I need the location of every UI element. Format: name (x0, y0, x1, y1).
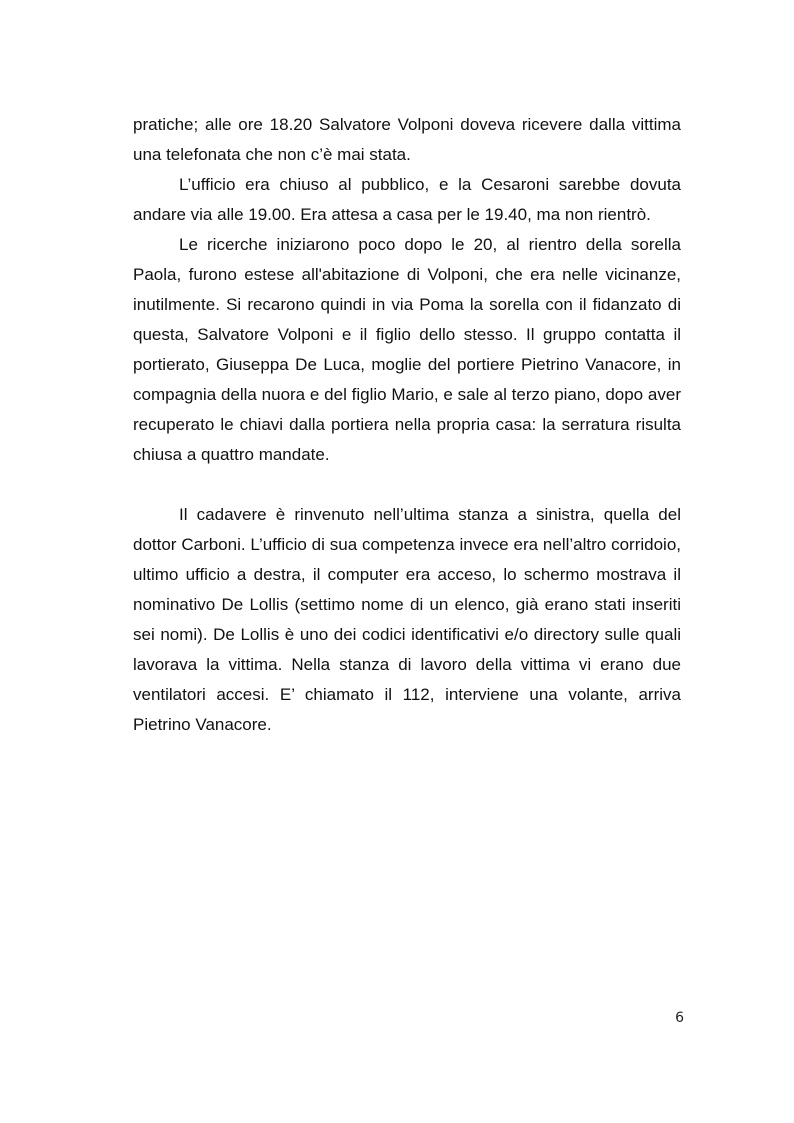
paragraph-4: Il cadavere è rinvenuto nell’ultima stanza a sinistra, quella del dottor Carboni. L’ufficio di sua competenza invece era nell’altro corridoio, ultimo ufficio a destra, il computer era acceso, lo schermo mostrava il nominativo De Lollis (settimo nome di un elenco, già erano stati inseriti sei nomi). De Lollis è uno dei codici identificativi e/o directory sulle quali lavorava la vittima. Nella stanza di lavoro della vittima vi erano due ventilatori accesi. E’ chiamato il 112, interviene una volante, arriva Pietrino Vanacore. (133, 505, 681, 734)
paragraph-2: L’ufficio era chiuso al pubblico, e la Cesaroni sarebbe dovuta andare via alle 19.00. Era attesa a casa per le 19.40, ma non rientrò. (133, 175, 681, 224)
page-number: 6 (675, 1010, 684, 1026)
body-text (133, 110, 681, 740)
paragraph-1: pratiche; alle ore 18.20 Salvatore Volponi doveva ricevere dalla vittima una telefonata che non c’è mai stata. (133, 115, 681, 164)
paragraph-3: Le ricerche iniziarono poco dopo le 20, al rientro della sorella Paola, furono estese all'abitazione di Volponi, che era nelle vicinanze, inutilmente. Si recarono quindi in via Poma la sorella con il fidanzato di questa, Salvatore Volponi e il figlio dello stesso. Il gruppo contatta il portierato, Giuseppa De Luca, moglie del portiere Pietrino Vanacore, in compagnia della nuora e del figlio Mario, e sale al terzo piano, dopo aver recuperato le chiavi dalla portiera nella propria casa: la serratura risulta chiusa a quattro mandate. (133, 235, 681, 464)
